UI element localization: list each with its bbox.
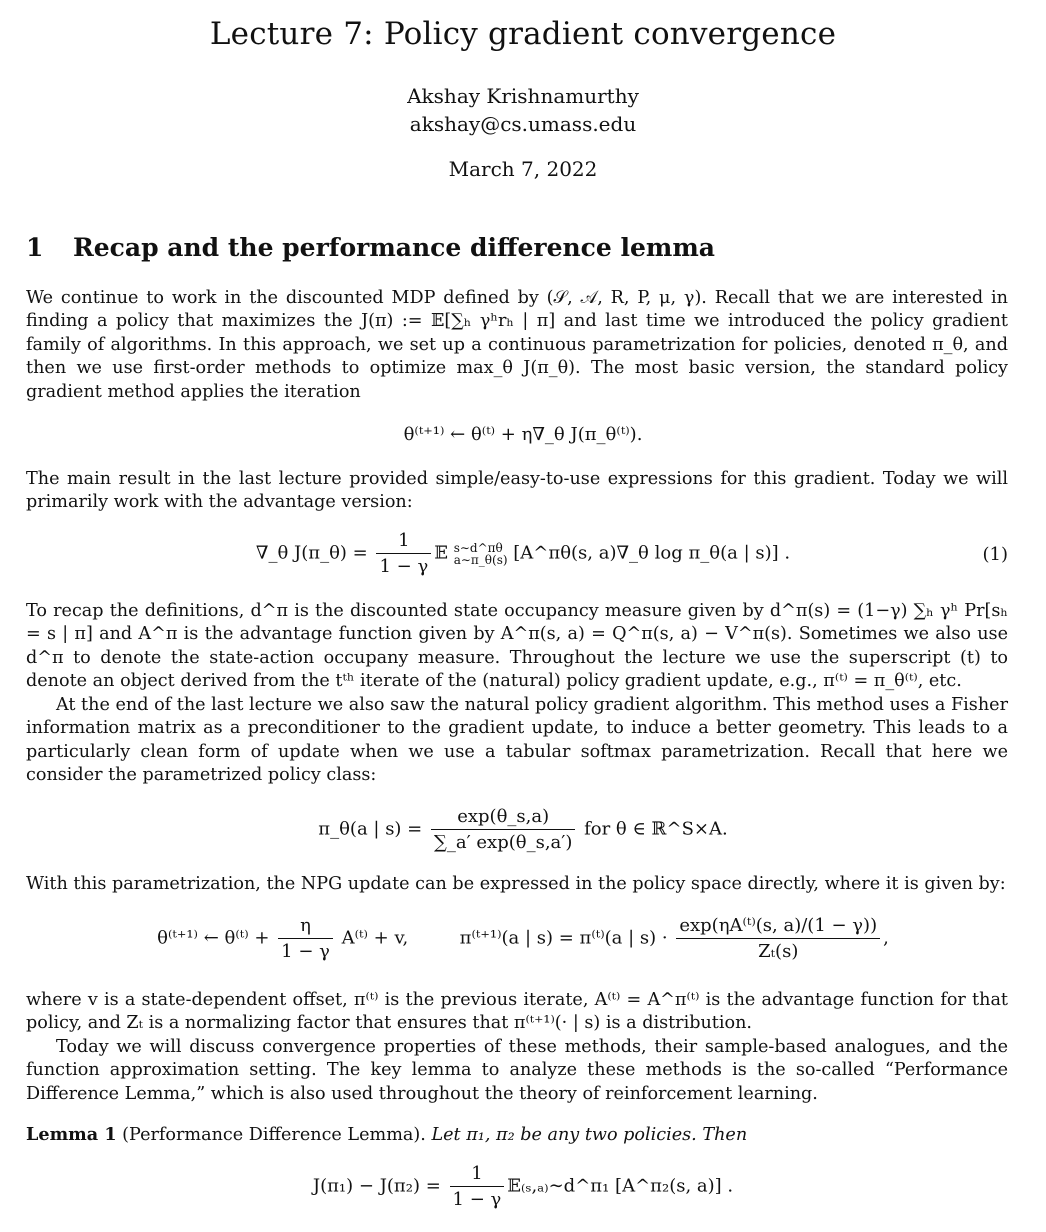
eq1-subscript: s∼d^πθ a∼π_θ(s) bbox=[453, 540, 508, 567]
paragraph-recap-definitions: To recap the definitions, d^π is the discounted state occupancy measure given by d^π(s) = (1−γ) ∑ₕ γʰ Pr[sₕ = s | π] and A^π is the advantage function given by A^π(s, a) = Q^π(s, a) − V^π(s). Sometimes we also use d^π to denote the state-action occupany measure. Throughout the lecture we use the superscript (t) to denote an object derived from the tᵗʰ iterate of the (natural) policy gradient update, e.g., π⁽ᵗ⁾ = π_θ⁽ᵗ⁾, etc. bbox=[26, 601, 1008, 692]
paragraph-npg-intro: At the end of the last lecture we also saw the natural policy gradient algorithm. This method uses a Fisher information matrix as a preconditioner to the gradient update, to induce a better geometry. This leads to a particularly clean form of update when we use a tabular softmax parametrization. Recall that here we consider the parametrized policy class: bbox=[26, 695, 1008, 786]
paragraph-main-result: The main result in the last lecture provided simple/easy-to-use expressions for this gradient. Today we will primarily work with the advantage version: bbox=[26, 469, 1008, 513]
section-number: 1 bbox=[26, 233, 44, 262]
section-title: Recap and the performance difference lemma bbox=[73, 233, 715, 262]
lemma-label: Lemma 1 bbox=[26, 1124, 117, 1145]
lemma-1 bbox=[26, 1123, 1008, 1147]
paragraph-npg-update: With this parametrization, the NPG update can be expressed in the policy space directly, where it is given by: bbox=[26, 874, 1006, 894]
eq1-rhs: [A^πθ(s, a)∇_θ log π_θ(a | s)] . bbox=[513, 542, 791, 564]
lemma-statement: Let π₁, π₂ be any two policies. Then bbox=[431, 1125, 748, 1145]
lemma-name: (Performance Difference Lemma). bbox=[122, 1125, 426, 1145]
softmax-fraction: $\frac{\exp(\theta\_s,a)}{\sum\_a' \exp(\theta\_s,a')}$ bbox=[431, 806, 575, 853]
equation-npg-update: θ⁽ᵗ⁺¹⁾ ← θ⁽ᵗ⁾ + $\frac{\eta}{1 - \gamma}$ A⁽ᵗ⁾ + v, π⁽ᵗ⁺¹⁾(a | s) = π⁽ᵗ⁾(a | s) · $\frac{\text{exp(ηA⁽ᵗ⁾(s, a)/(1 − γ))}}{\text{Zₜ(s)}}$ , bbox=[157, 915, 889, 962]
eq1-expectation: 𝔼 bbox=[434, 542, 448, 564]
equation-number: (1) bbox=[982, 544, 1008, 565]
eq1-lhs: ∇_θ J(π_θ) = bbox=[255, 542, 368, 564]
paragraph-npg-explanation: where v is a state-dependent offset, π⁽ᵗ⁾ is the previous iterate, A⁽ᵗ⁾ = A^π⁽ᵗ⁾ is the advantage function for that policy, and Zₜ is a normalizing factor that ensures that π⁽ᵗ⁺¹⁾(· | s) is a distribution. bbox=[26, 990, 1008, 1034]
paragraph-intro: We continue to work in the discounted MDP defined by (𝒮, 𝒜, R, P, μ, γ). Recall that we are interested in finding a policy that maximizes the J(π) := 𝔼[∑ₕ γʰrₕ | π] and last time we introduced the policy gradient family of algorithms. In this approach, we set up a continuous parametrization for policies, denoted π_θ, and then we use first-order methods to optimize max_θ J(π_θ). The most basic version, the standard policy gradient method applies the iteration bbox=[26, 288, 1008, 402]
lecture-date: March 7, 2022 bbox=[448, 157, 598, 181]
lecture-title: Lecture 7: Policy gradient convergence bbox=[209, 16, 837, 52]
paragraph-pdl-motivation: Today we will discuss convergence properties of these methods, their sample-based analogues, and the function approximation setting. The key lemma to analyze these methods is the so-called “Performance Difference Lemma,” which is also used throughout the theory of reinforcement learning. bbox=[26, 1037, 1008, 1104]
equation-1 bbox=[0, 530, 1046, 577]
eq1-fraction: $\frac{1}{1 - \gamma}$ bbox=[376, 530, 431, 577]
author-name: Akshay Krishnamurthy bbox=[407, 84, 639, 108]
equation-performance-difference: J(π₁) − J(π₂) = $\frac{1}{1 - \gamma}$ 𝔼₍ₛ,ₐ₎∼d^π₁ [A^π₂(s, a)] . bbox=[312, 1163, 734, 1210]
section-heading bbox=[26, 233, 715, 262]
equation-softmax-policy: π_θ(a | s) = $\frac{\exp(\theta\_s,a)}{\sum\_a' \exp(\theta\_s,a')}$ for θ ∈ ℝ^S×A. bbox=[318, 806, 728, 853]
equation-policy-gradient-update: θ⁽ᵗ⁺¹⁾ ← θ⁽ᵗ⁾ + η∇_θ J(π_θ⁽ᵗ⁾). bbox=[403, 424, 643, 445]
author-email: akshay@cs.umass.edu bbox=[409, 112, 637, 136]
author-block bbox=[0, 82, 1046, 138]
